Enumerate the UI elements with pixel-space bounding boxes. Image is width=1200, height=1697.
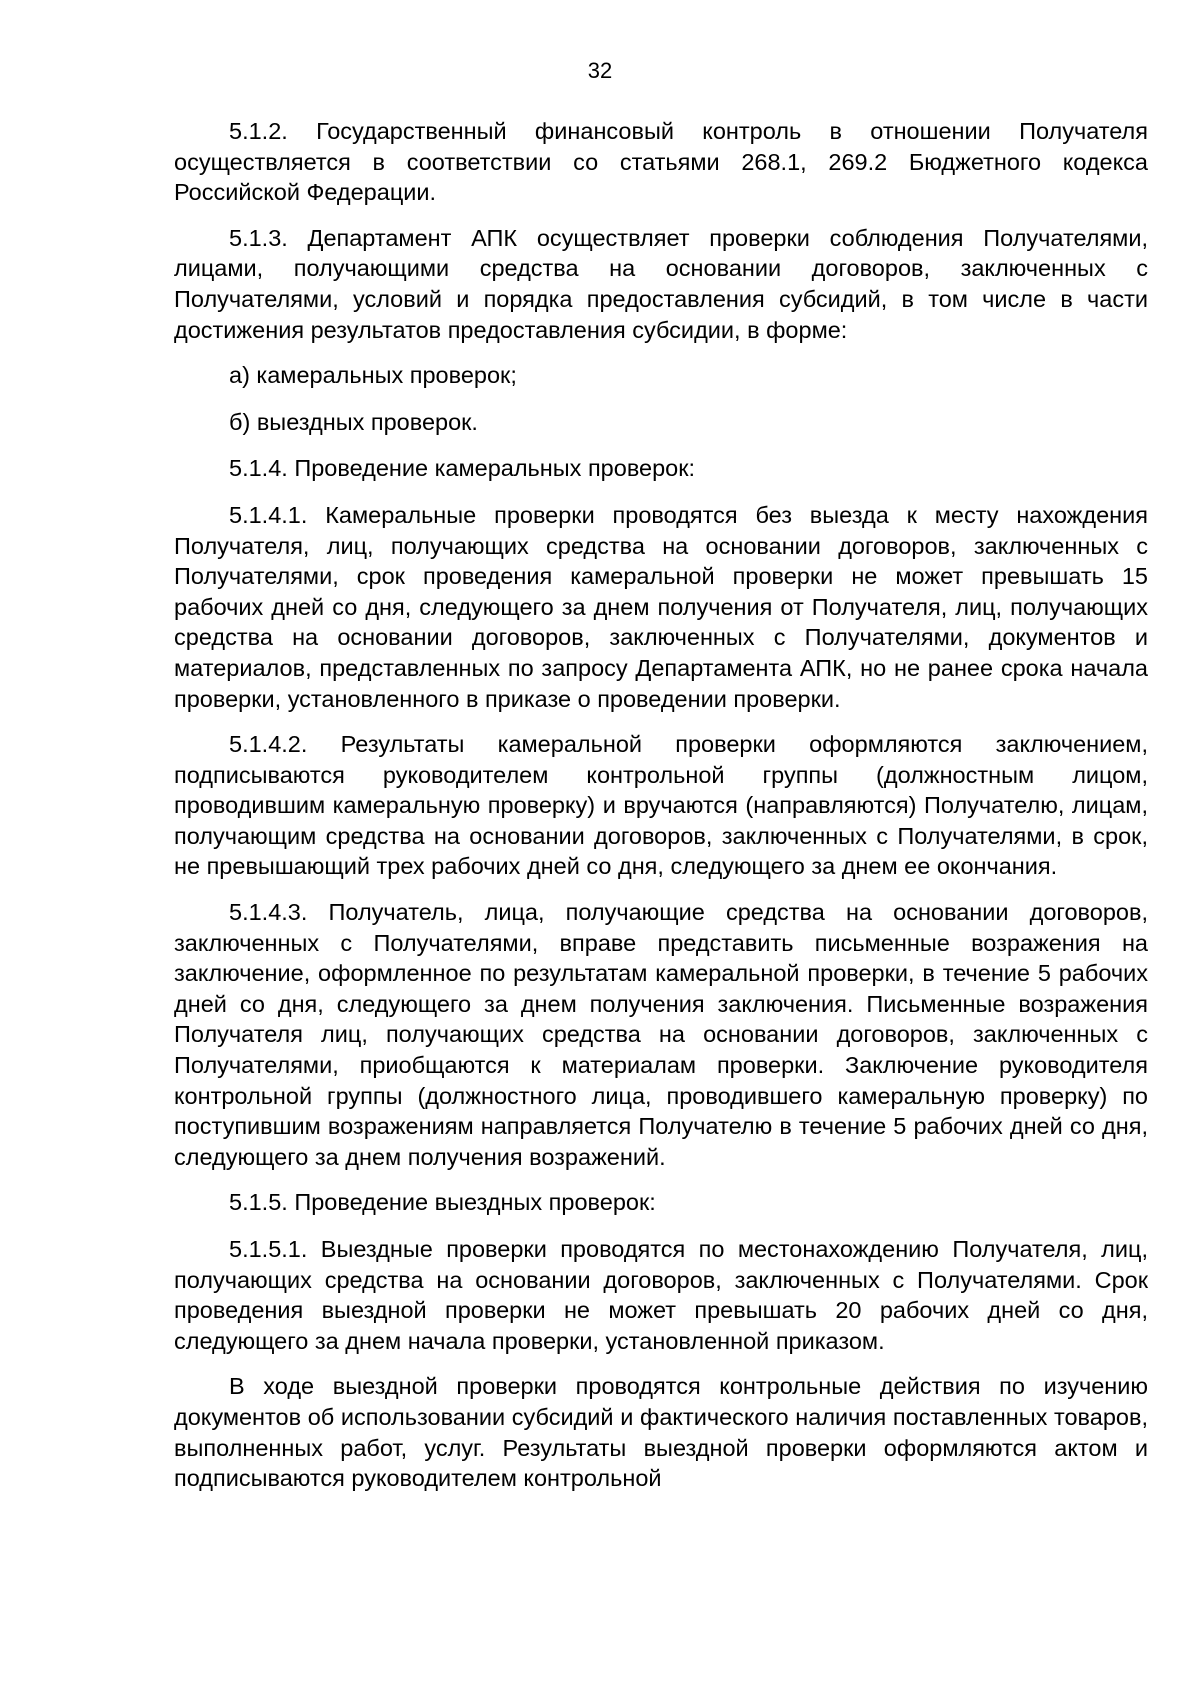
paragraph-5-1-4-2: 5.1.4.2. Результаты камеральной проверки оформляются заключением, подписываются руководителем контрольной группы (должностным лицом, проводившим камеральную проверку) и вручаются (направляются) Получателю, лицам, получающим средства на основании договоров, заключенных с Получателями, в срок, не превышающий трех рабочих дней со дня, следующего за днем ее окончания.: [174, 731, 1148, 880]
paragraph-5-1-2: 5.1.2. Государственный финансовый контроль в отношении Получателя осуществляется в соответствии со статьями 268.1, 269.2 Бюджетного кодекса Российской Федерации.: [174, 118, 1148, 206]
paragraph-5-1-4-1: 5.1.4.1. Камеральные проверки проводятся без выезда к месту нахождения Получателя, лиц, получающих средства на основании договоров, заключенных с Получателями, срок проведения камеральной проверки не может превышать 15 рабочих дней со дня, следующего за днем получения от Получателя, лиц, получающих средства на основании договоров, заключенных с Получателями, документов и материалов, представленных по запросу Департамента АПК, но не ранее срока начала проверки, установленного в приказе о проведении проверки.: [174, 501, 1148, 712]
heading-5-1-5: 5.1.5. Проведение выездных проверок:: [229, 1189, 656, 1216]
paragraph-5-1-4-3: 5.1.4.3. Получатель, лица, получающие средства на основании договоров, заключенных с Получателями, вправе представить письменные возражения на заключение, оформленное по результатам камеральной проверки, в течение 5 рабочих дней со дня, следующего за днем получения заключения. Письменные возражения Получателя лиц, получающих средства на основании договоров, заключенных с Получателями, приобщаются к материалам проверки. Заключение руководителя контрольной группы (должностного лица, проводившего камеральную проверку) по поступившим возражениям направляется Получателю в течение 5 рабочих дней со дня, следующего за днем получения возражений.: [174, 899, 1148, 1170]
paragraph-field-check: В ходе выездной проверки проводятся контрольные действия по изучению документов об использовании субсидий и фактического наличия поставленных товаров, выполненных работ, услуг. Результаты выездной проверки оформляются актом и подписываются руководителем контрольной: [174, 1373, 1148, 1492]
page-number: 32: [587, 58, 613, 83]
heading-5-1-4: 5.1.4. Проведение камеральных проверок:: [229, 455, 696, 482]
paragraph-5-1-3: 5.1.3. Департамент АПК осуществляет проверки соблюдения Получателями, лицами, получающими средства на основании договоров, заключенных с Получателями, условий и порядка предоставления субсидий, в том числе в части достижения результатов предоставления субсидии, в форме:: [174, 224, 1148, 343]
list-item-a: а) камеральных проверок;: [229, 362, 517, 389]
list-item-b: б) выездных проверок.: [229, 408, 478, 435]
paragraph-5-1-5-1: 5.1.5.1. Выездные проверки проводятся по местонахождению Получателя, лиц, получающих средства на основании договоров, заключенных с Получателями. Срок проведения выездной проверки не может превышать 20 рабочих дней со дня, следующего за днем начала проверки, установленной приказом.: [174, 1236, 1148, 1354]
document-body: [174, 116, 1148, 1509]
